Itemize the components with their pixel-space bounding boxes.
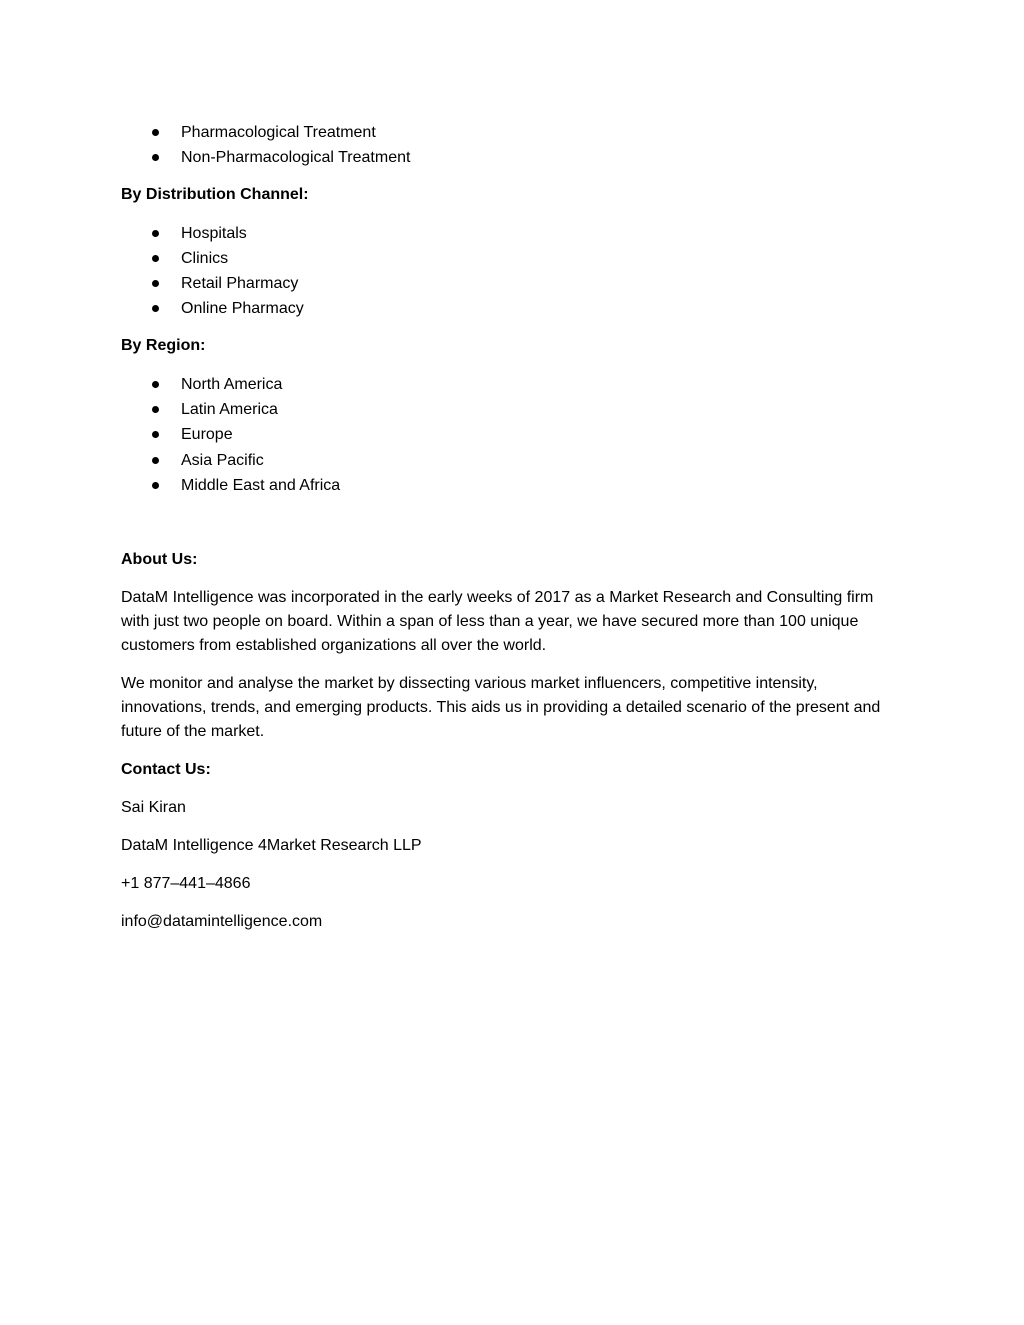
list-item: Pharmacological Treatment [121, 120, 901, 145]
list-item: Online Pharmacy [121, 296, 901, 321]
bullet-icon [152, 230, 159, 237]
bullet-icon [152, 154, 159, 161]
treatment-list [121, 120, 901, 171]
contact-name: Sai Kiran [121, 799, 186, 817]
contact-email: info@datamintelligence.com [121, 913, 323, 931]
bullet-icon [152, 255, 159, 262]
bullet-icon [152, 129, 159, 136]
bullet-icon [152, 457, 159, 464]
about-paragraph: DataM Intelligence was incorporated in the early weeks of 2017 as a Market Research and Consulting firm with just two people on board. Within a span of less than a year, we have secured more than 100 unique customers from established organizations all over the world. [121, 589, 874, 655]
list-item: Retail Pharmacy [121, 271, 901, 296]
about-paragraph: We monitor and analyse the market by dissecting various market influencers, competitive intensity, innovations, trends, and emerging products. This aids us in providing a detailed scenario of the present and future of the market. [121, 675, 881, 741]
distribution-list [121, 221, 901, 322]
document-page [121, 120, 901, 934]
list-item: Non-Pharmacological Treatment [121, 145, 901, 170]
region-list [121, 372, 901, 498]
bullet-icon [152, 280, 159, 287]
list-item: Asia Pacific [121, 448, 901, 473]
contact-company: DataM Intelligence 4Market Research LLP [121, 837, 422, 855]
list-item: Latin America [121, 397, 901, 422]
bullet-icon [152, 406, 159, 413]
list-item: Clinics [121, 246, 901, 271]
bullet-icon [152, 381, 159, 388]
region-heading: By Region: [121, 336, 206, 354]
distribution-heading: By Distribution Channel: [121, 185, 309, 203]
list-item: Middle East and Africa [121, 473, 901, 498]
bullet-icon [152, 305, 159, 312]
contact-heading: Contact Us: [121, 761, 211, 779]
list-item: Hospitals [121, 221, 901, 246]
bullet-icon [152, 482, 159, 489]
list-item: North America [121, 372, 901, 397]
about-heading: About Us: [121, 551, 198, 569]
contact-phone: +1 877–441–4866 [121, 875, 251, 893]
bullet-icon [152, 431, 159, 438]
list-item: Europe [121, 422, 901, 447]
